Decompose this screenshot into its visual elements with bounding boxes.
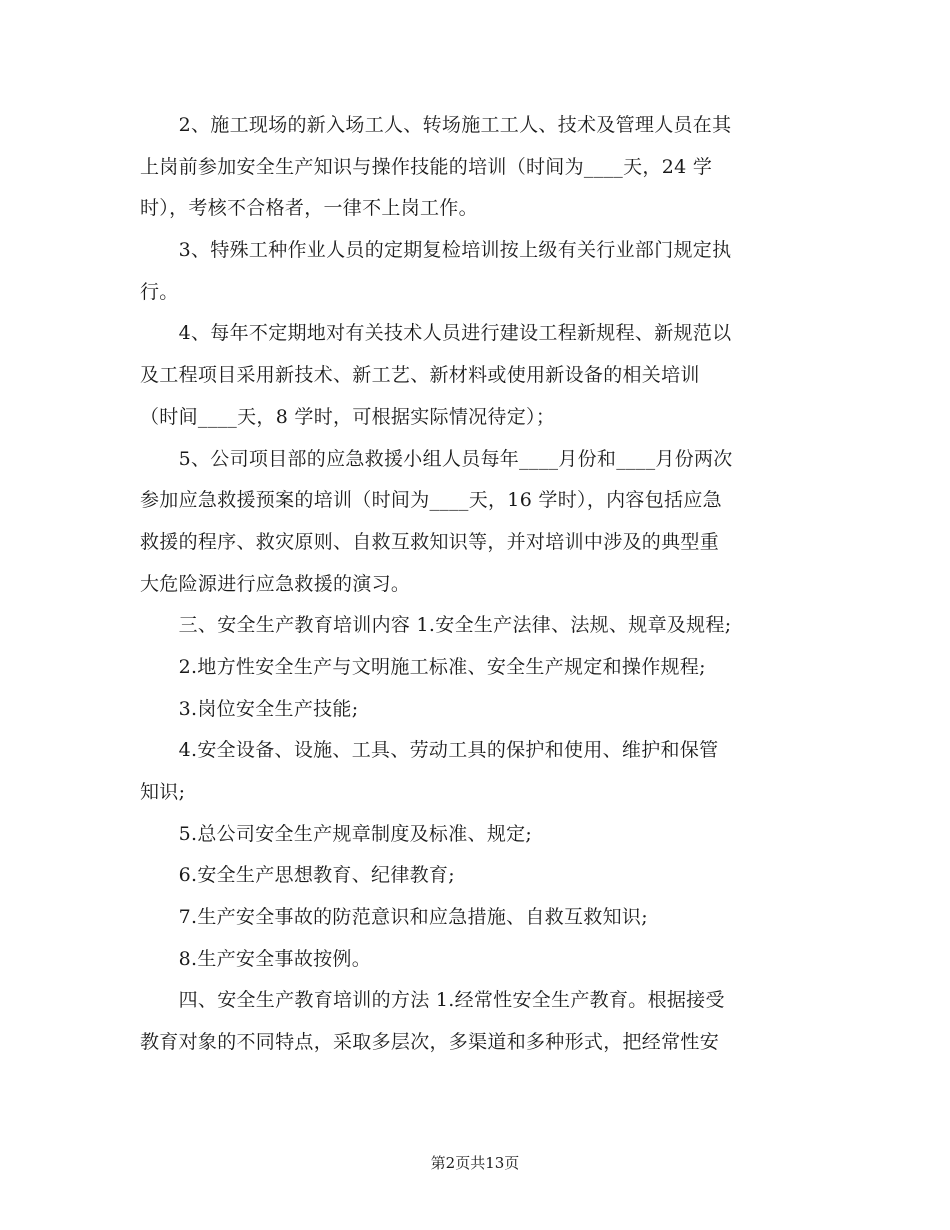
text-line: 3、特殊工种作业人员的定期复检培训按上级有关行业部门规定执 bbox=[140, 239, 732, 262]
page-number: 第2页共13页 bbox=[430, 1154, 520, 1172]
list-item: 7.生产安全事故的防范意识和应急措施、自救互救知识; bbox=[140, 906, 648, 929]
text-line: 参加应急救援预案的培训（时间为____天，16 学时），内容包括应急 bbox=[140, 489, 722, 512]
list-item: 2.地方性安全生产与文明施工标准、安全生产规定和操作规程; bbox=[140, 655, 706, 678]
text-line: 上岗前参加安全生产知识与操作技能的培训（时间为____天，24 学 bbox=[140, 155, 713, 178]
text-line: 时），考核不合格者，一律不上岗工作。 bbox=[140, 197, 478, 220]
text-line: 行。 bbox=[140, 280, 179, 303]
text-line: 2、施工现场的新入场工人、转场施工工人、技术及管理人员在其 bbox=[140, 114, 732, 136]
text-line: 教育对象的不同特点，采取多层次，多渠道和多种形式，把经常性安 bbox=[140, 1031, 720, 1054]
list-item: 6.安全生产思想教育、纪律教育; bbox=[140, 864, 455, 887]
text-line: 知识; bbox=[140, 781, 186, 803]
text-line: 大危险源进行应急救援的演习。 bbox=[140, 572, 411, 595]
section-heading-line: 四、安全生产教育培训的方法 1.经常性安全生产教育。根据接受 bbox=[140, 989, 725, 1012]
list-item: 5.总公司安全生产规章制度及标准、规定; bbox=[140, 822, 533, 845]
text-line: 救援的程序、救灾原则、自救互救知识等，并对培训中涉及的典型重 bbox=[140, 530, 720, 553]
list-item: 3.岗位安全生产技能; bbox=[140, 697, 359, 720]
text-line: 5、公司项目部的应急救援小组人员每年____月份和____月份两次 bbox=[140, 447, 733, 470]
list-item: 8.生产安全事故按例。 bbox=[140, 947, 372, 970]
document-body bbox=[140, 105, 830, 1064]
text-line: 及工程项目采用新技术、新工艺、新材料或使用新设备的相关培训 bbox=[140, 364, 700, 387]
section-heading-line: 三、安全生产教育培训内容 1.安全生产法律、法规、规章及规程; bbox=[140, 614, 732, 637]
text-line: 4、每年不定期地对有关技术人员进行建设工程新规程、新规范以 bbox=[140, 322, 732, 345]
list-item: 4.安全设备、设施、工具、劳动工具的保护和使用、维护和保管 bbox=[140, 739, 719, 762]
text-line: （时间____天，8 学时，可根据实际情况待定）； bbox=[140, 405, 556, 428]
